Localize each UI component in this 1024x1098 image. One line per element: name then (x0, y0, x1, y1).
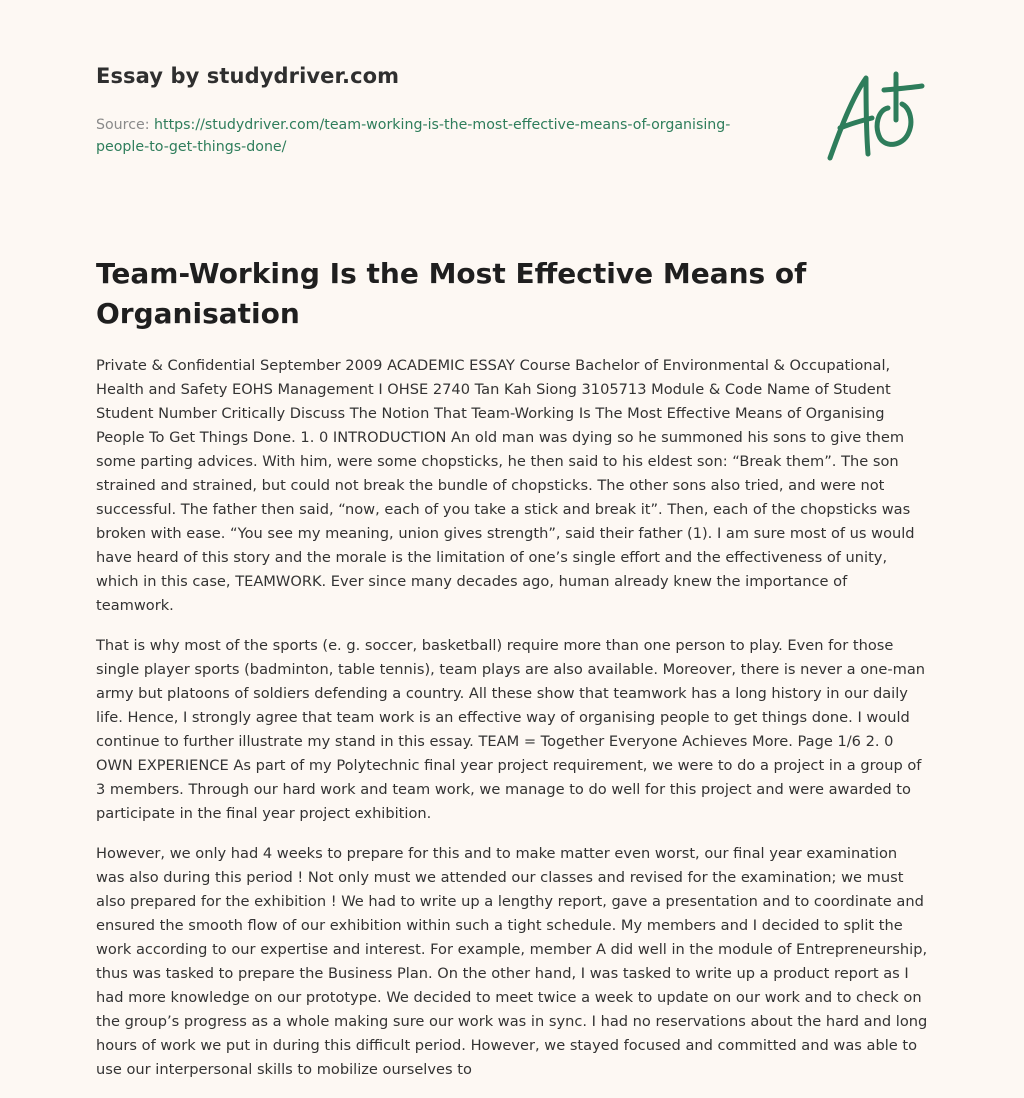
header (96, 64, 736, 158)
article-title: Team-Working Is the Most Effective Means of Organisation (96, 257, 807, 330)
paragraph: Private & Confidential September 2009 ACADEMIC ESSAY Course Bachelor of Environmental & Occupational, Health and Safety EOHS Management I OHSE 2740 Tan Kah Siong 3105713 Module & Code Name of Student Student Number Critically Discuss The Notion That Team-Working Is The Most Effective Means of Organising People To Get Things Done. 1. 0 INTRODUCTION An old man was dying so he summoned his sons to give them some parting advices. With him, were some chopsticks, he then said to his eldest son: “Break them”. The son strained and strained, but could not break the bundle of chopsticks. The other sons also tried, and were not successful. The father then said, “now, each of you take a stick and break it”. Then, each of the chopsticks was broken with ease. “You see my meaning, union gives strength”, said their father (1). I am sure most of us would have heard of this story and the morale is the limitation of one’s single effort and the effectiveness of unity, which in this case, TEAMWORK. Ever since many decades ago, human already knew the importance of teamwork. (96, 357, 915, 614)
article-body (96, 354, 928, 1098)
paragraph: However, we only had 4 weeks to prepare for this and to make matter even worst, our final year examination was also during this period ! Not only must we attended our classes and revised for the examination; we must also prepared for the exhibition ! We had to write up a lengthy report, gave a presentation and to coordinate and ensured the smooth flow of our exhibition within such a tight schedule. My members and I decided to split the work according to our expertise and interest. For example, member A did well in the module of Entrepreneurship, thus was tasked to prepare the Business Plan. On the other hand, I was tasked to write up a product report as I had more knowledge on our prototype. We decided to meet twice a week to update on our work and to check on the group’s progress as a whole making sure our work was in sync. I had no reservations about the hard and long hours of work we put in during this difficult period. However, we stayed focused and committed and was able to use our interpersonal skills to mobilize ourselves to (96, 845, 928, 1078)
site-brand: Essay by studydriver.com (96, 64, 400, 88)
source-label: Source: (96, 117, 155, 133)
paragraph: That is why most of the sports (e. g. soccer, basketball) require more than one person to play. Even for those single player sports (badminton, table tennis), team plays are also available. Moreover, there is never a one-man army but platoons of soldiers defending a country. All these show that teamwork has a long history in our daily life. Hence, I strongly agree that team work is an effective way of organising people to get things done. I would continue to further illustrate my stand in this essay. TEAM = Together Everyone Achieves More. Page 1/6 2. 0 OWN EXPERIENCE As part of my Polytechnic final year project requirement, we were to do a project in a group of 3 members. Through our hard work and team work, we manage to do well for this project and were awarded to participate in the final year project exhibition. (96, 637, 926, 822)
source-line (96, 114, 736, 158)
source-link[interactable]: https://studydriver.com/team-working-is-the-most-effective-means-of-organising-people-to-get-things-done/ (96, 117, 731, 155)
a-plus-logo-icon (822, 68, 926, 164)
